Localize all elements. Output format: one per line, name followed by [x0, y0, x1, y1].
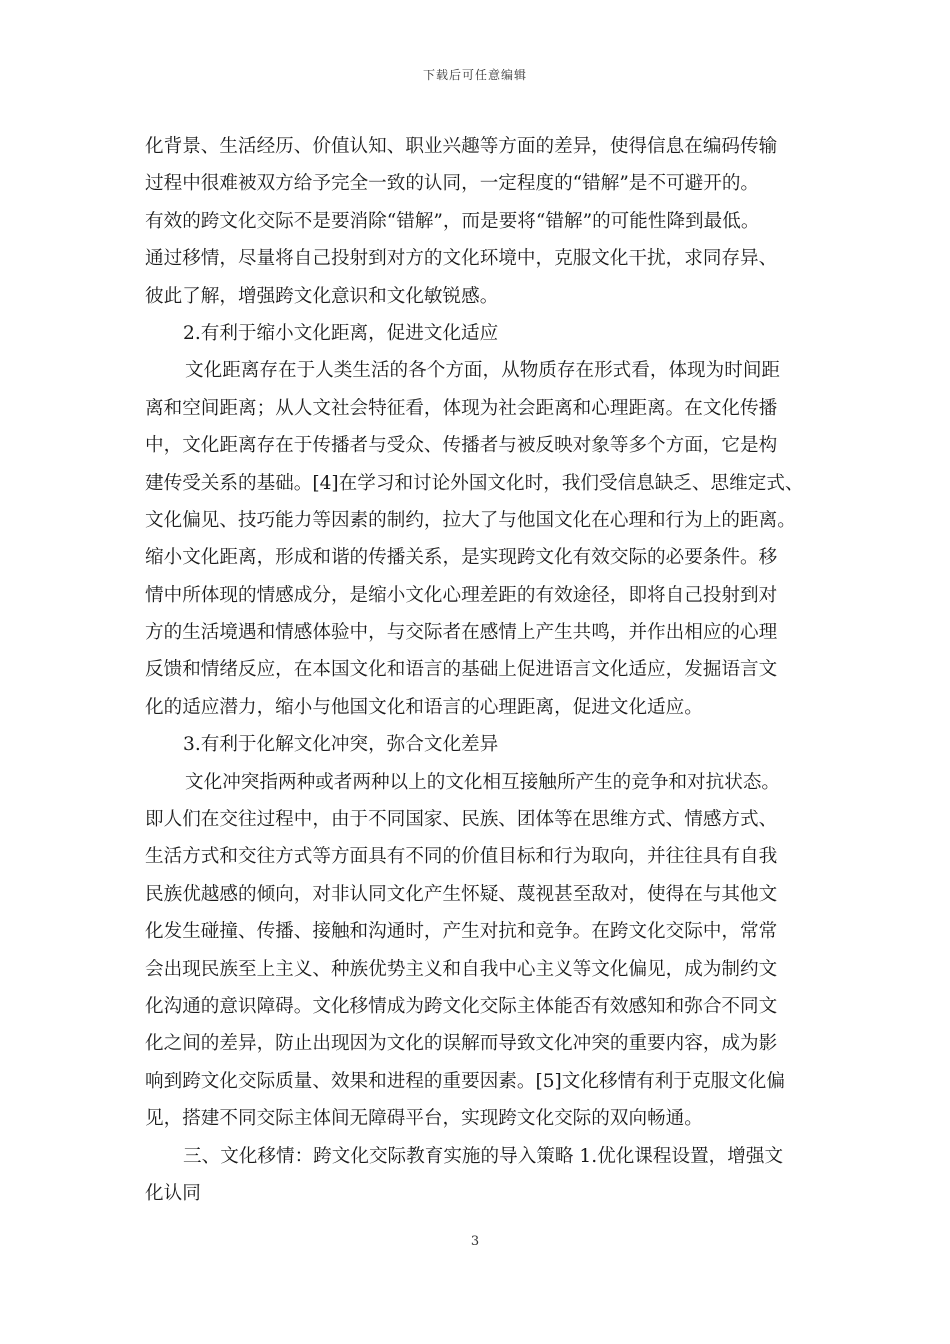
section-heading: 3.有利于化解文化冲突，弥合文化差异	[183, 734, 499, 756]
text-line: 通过移情，尽量将自己投射到对方的文化环境中，克服文化干扰，求同存异、	[145, 248, 778, 270]
paragraph-start: 文化距离存在于人类生活的各个方面，从物质存在形式看，体现为时间距	[185, 360, 781, 382]
text-line: 即人们在交往过程中，由于不同国家、民族、团体等在思维方式、情感方式、	[145, 809, 778, 831]
text-line: 化背景、生活经历、价值认知、职业兴趣等方面的差异，使得信息在编码传输	[145, 136, 778, 157]
text-line: 化沟通的意识障碍。文化移情成为跨文化交际主体能否有效感知和弥合不同文	[145, 995, 778, 1017]
text-line: 化发生碰撞、传播、接触和沟通时，产生对抗和竞争。在跨文化交际中，常常	[145, 921, 778, 943]
section-heading: 2.有利于缩小文化距离，促进文化适应	[183, 322, 499, 344]
page-header: 下载后可任意编辑	[422, 68, 527, 82]
text-line: 见，搭建不同交际主体间无障碍平台，实现跨文化交际的双向畅通。	[145, 1108, 703, 1130]
text-line: 情中所体现的情感成分，是缩小文化心理差距的有效途径，即将自己投射到对	[145, 584, 778, 606]
text-line: 方的生活境遇和情感体验中，与交际者在感情上产生共鸣，并作出相应的心理	[145, 622, 778, 644]
text-line: 化认同	[145, 1182, 201, 1204]
text-line: 反馈和情绪反应，在本国文化和语言的基础上促进语言文化适应，发掘语言文	[145, 659, 778, 681]
text-line: 中，文化距离存在于传播者与受众、传播者与被反映对象等多个方面，它是构	[145, 435, 778, 457]
text-line: 生活方式和交往方式等方面具有不同的价值目标和行为取向，并往往具有自我	[145, 846, 778, 868]
text-line: 化之间的差异，防止出现因为文化的误解而导致文化冲突的重要内容，成为影	[145, 1033, 778, 1055]
text-line: 离和空间距离；从人文社会特征看，体现为社会距离和心理距离。在文化传播	[145, 397, 778, 419]
text-line: 彼此了解，增强跨文化意识和文化敏锐感。	[145, 285, 499, 307]
body-text	[145, 128, 810, 1212]
section-heading: 三、文化移情：跨文化交际教育实施的导入策略 1.优化课程设置，增强文	[183, 1145, 784, 1167]
paragraph-start: 文化冲突指两种或者两种以上的文化相互接触所产生的竞争和对抗状态。	[185, 771, 781, 793]
text-line: 有效的跨文化交际不是要消除“错解”，而是要将“错解”的可能性降到最低。	[145, 210, 760, 232]
text-line: 建传受关系的基础。[4]在学习和讨论外国文化时，我们受信息缺乏、思维定式、	[145, 472, 804, 494]
text-line: 文化偏见、技巧能力等因素的制约，拉大了与他国文化在心理和行为上的距离。	[145, 509, 796, 531]
text-line: 响到跨文化交际质量、效果和进程的重要因素。[5]文化移情有利于克服文化偏	[145, 1070, 785, 1092]
text-line: 过程中很难被双方给予完全一致的认同，一定程度的“错解”是不可避开的。	[145, 173, 760, 195]
text-line: 民族优越感的倾向，对非认同文化产生怀疑、蔑视甚至敌对，使得在与其他文	[145, 883, 778, 905]
text-line: 化的适应潜力，缩小与他国文化和语言的心理距离，促进文化适应。	[145, 696, 703, 718]
text-line: 会出现民族至上主义、种族优势主义和自我中心主义等文化偏见，成为制约文	[145, 958, 778, 980]
text-line: 缩小文化距离，形成和谐的传播关系，是实现跨文化有效交际的必要条件。移	[145, 547, 778, 569]
page-number: 3	[470, 1234, 480, 1249]
